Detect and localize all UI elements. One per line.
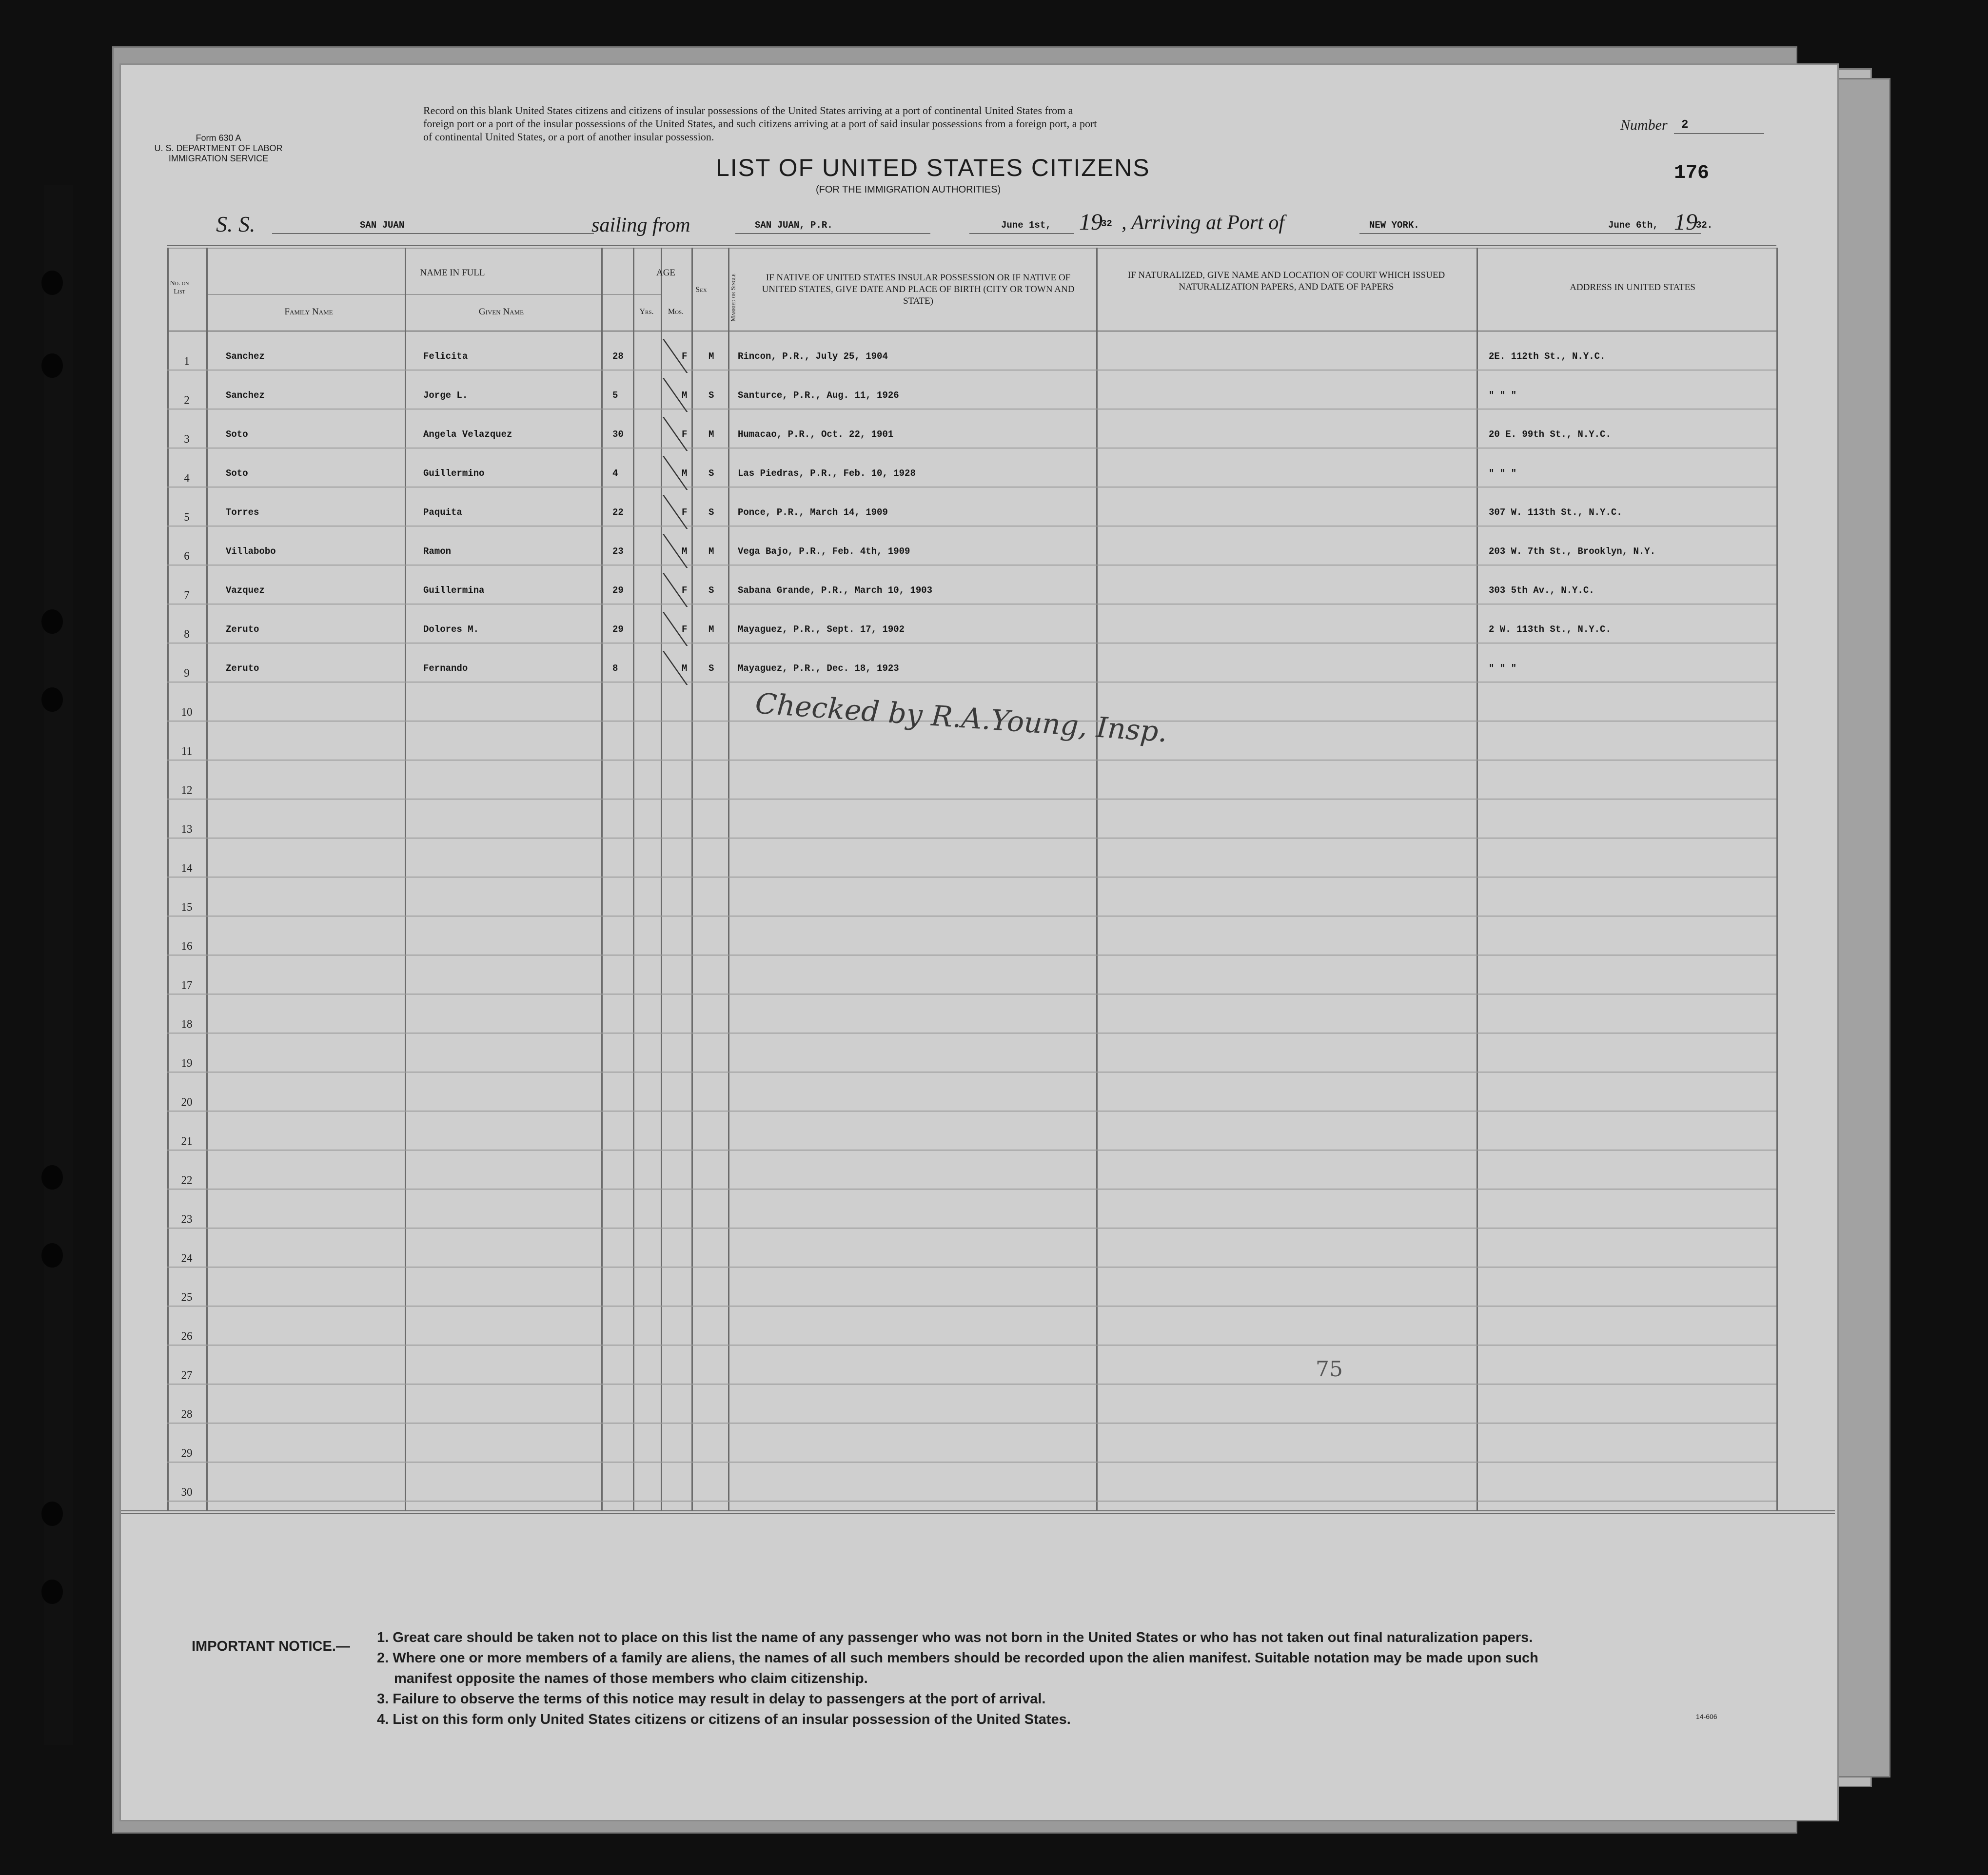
address-cell: 307 W. 113th St., N.Y.C. (1489, 507, 1622, 518)
header-bottom-rule (167, 331, 1776, 332)
ship-name: SAN JUAN (360, 220, 405, 231)
pencil-number: 75 (1316, 1357, 1343, 1382)
sex-cell: M (682, 468, 688, 479)
family-name-cell: Soto (226, 468, 248, 479)
table-top-border (167, 245, 1776, 246)
row-rule (167, 1501, 1776, 1502)
family-name-cell: Villabobo (226, 546, 276, 557)
row-rule (167, 448, 1776, 449)
column-divider (601, 248, 603, 1510)
row-number: 1 (184, 355, 190, 367)
arrival-port: NEW YORK. (1369, 220, 1419, 231)
age-years-cell: 5 (612, 390, 618, 401)
table-top-rule (167, 248, 1776, 249)
address-cell: " " " (1489, 390, 1517, 401)
page-title: LIST OF UNITED STATES CITIZENS (716, 154, 1150, 181)
birth-cell: Vega Bajo, P.R., Feb. 4th, 1909 (738, 546, 910, 557)
row-number: 21 (181, 1135, 193, 1147)
row-rule (167, 682, 1776, 683)
sex-cell: M (682, 546, 688, 557)
address-cell: 2E. 112th St., N.Y.C. (1489, 351, 1606, 362)
binder-hole (41, 1165, 63, 1190)
marital-status-cell: M (709, 429, 714, 440)
printer-code: 14-606 (1696, 1713, 1717, 1720)
given-name-cell: Dolores M. (423, 624, 479, 635)
record-note-line: of continental United States, or a port of another insular possession. (423, 131, 714, 143)
marital-status-cell: M (709, 351, 714, 362)
row-number: 22 (181, 1174, 193, 1186)
age-years-cell: 23 (612, 546, 624, 557)
col-married-single: Married or Single (729, 273, 737, 322)
given-name-cell: Guillermino (423, 468, 485, 479)
marital-status-cell: S (709, 507, 714, 518)
col-given-name: Given Name (478, 307, 524, 317)
row-rule (167, 1228, 1776, 1229)
family-name-cell: Sanchez (226, 351, 265, 362)
col-mos: Mos. (668, 308, 684, 316)
row-rule (167, 604, 1776, 605)
birth-cell: Ponce, P.R., March 14, 1909 (738, 507, 888, 518)
arrival-date: June 6th, (1608, 220, 1658, 231)
age-years-cell: 30 (612, 429, 624, 440)
birth-cell: Humacao, P.R., Oct. 22, 1901 (738, 429, 894, 440)
row-number: 26 (181, 1330, 193, 1342)
row-number: 20 (181, 1096, 193, 1108)
row-rule (167, 526, 1776, 527)
family-name-cell: Zeruto (226, 663, 259, 674)
row-rule (167, 1189, 1776, 1190)
notice-item-4: 4. List on this form only United States citizens or citizens of an insular possession of the United States. (377, 1712, 1071, 1727)
family-name-cell: Torres (226, 507, 259, 518)
row-number: 3 (184, 433, 190, 445)
row-number: 8 (184, 628, 190, 640)
birth-cell: Sabana Grande, P.R., March 10, 1903 (738, 585, 933, 596)
department: U. S. DEPARTMENT OF LABOR (154, 143, 283, 153)
col-address: ADDRESS IN UNITED STATES (1570, 282, 1695, 293)
row-number: 15 (181, 901, 193, 913)
notice-item-3: 3. Failure to observe the terms of this notice may result in delay to passengers at the port of arrival. (377, 1691, 1046, 1707)
row-rule (167, 877, 1776, 878)
binder-hole (41, 353, 63, 378)
notice-item-2: 2. Where one or more members of a family are aliens, the names of all such members should be recorded upon the alien manifest. Suitable notation may be made upon such (377, 1650, 1538, 1666)
birth-cell: Mayaguez, P.R., Dec. 18, 1923 (738, 663, 899, 674)
column-divider (1096, 248, 1098, 1510)
given-name-cell: Jorge L. (423, 390, 468, 401)
row-rule (167, 370, 1776, 371)
table-bottom-border-2 (121, 1513, 1835, 1514)
table-bottom-border (121, 1510, 1835, 1511)
row-number: 12 (181, 784, 193, 796)
address-cell: " " " (1489, 663, 1517, 674)
record-note-line: Record on this blank United States citizens and citizens of insular possessions of the United States arriving at a port of continental United States from a (423, 104, 1073, 117)
record-note-line: foreign port or a port of the insular possessions of the United States, and such citizens arriving at a port of said insular possessions from a foreign port, a port (423, 117, 1097, 130)
address-cell: 303 5th Av., N.Y.C. (1489, 585, 1594, 596)
marital-status-cell: S (709, 585, 714, 596)
col-name-in-full: NAME IN FULL (420, 268, 485, 278)
arriving-label: , Arriving at Port of (1122, 212, 1285, 234)
page-number: 176 (1674, 162, 1710, 184)
sailing-label: sailing from (591, 214, 690, 236)
row-rule (167, 487, 1776, 488)
col-sex: Sex (695, 286, 707, 294)
sex-cell: M (682, 663, 688, 674)
row-number: 19 (181, 1057, 193, 1069)
row-rule (167, 1033, 1776, 1034)
row-number: 7 (184, 589, 190, 601)
sex-cell: F (682, 624, 688, 635)
birth-cell: Rincon, P.R., July 25, 1904 (738, 351, 888, 362)
binder-hole (41, 1502, 63, 1526)
col-birth: IF NATIVE OF UNITED STATES INSULAR POSSESSION OR IF NATIVE OF UNITED STATES, GIVE DATE AND PLACE OF BIRTH (CITY OR TOWN AND STATE) (762, 273, 1075, 306)
row-rule (167, 1111, 1776, 1112)
row-number: 10 (181, 706, 193, 718)
checked-by-annotation: Checked by R.A.Young, Insp. (754, 686, 1169, 749)
notice-item-1: 1. Great care should be taken not to place on this list the name of any passenger who was not born in the United States or who has not taken out final naturalization papers. (377, 1630, 1533, 1645)
name-subheader-rule (206, 294, 601, 295)
age-years-cell: 8 (612, 663, 618, 674)
family-name-cell: Vazquez (226, 585, 265, 596)
sex-cell: F (682, 507, 688, 518)
marital-status-cell: S (709, 663, 714, 674)
row-rule (167, 1072, 1776, 1073)
column-divider (633, 248, 634, 1510)
row-rule (167, 409, 1776, 410)
binder-hole (41, 609, 63, 634)
sex-cell: F (682, 429, 688, 440)
binder-hole (41, 1243, 63, 1268)
column-divider (1476, 248, 1478, 1510)
row-number: 17 (181, 979, 193, 991)
birth-cell: Mayaguez, P.R., Sept. 17, 1902 (738, 624, 905, 635)
given-name-cell: Ramon (423, 546, 452, 557)
row-rule (167, 1150, 1776, 1151)
row-number: 6 (184, 550, 190, 562)
row-number: 28 (181, 1408, 193, 1420)
col-no-on-list: No. on List (170, 280, 189, 295)
marital-status-cell: M (709, 546, 714, 557)
given-name-cell: Guillermina (423, 585, 485, 596)
given-name-cell: Fernando (423, 663, 468, 674)
address-cell: 2 W. 113th St., N.Y.C. (1489, 624, 1611, 635)
row-number: 11 (181, 745, 193, 757)
age-years-cell: 29 (612, 585, 624, 596)
sex-cell: M (682, 390, 688, 401)
row-number: 29 (181, 1447, 193, 1459)
age-years-cell: 22 (612, 507, 624, 518)
sex-cell: F (682, 585, 688, 596)
row-number: 23 (181, 1213, 193, 1225)
marital-status-cell: S (709, 390, 714, 401)
number-value: 2 (1681, 118, 1689, 132)
row-number: 18 (181, 1018, 193, 1030)
row-number: 27 (181, 1369, 193, 1381)
address-cell: 20 E. 99th St., N.Y.C. (1489, 429, 1611, 440)
row-rule (167, 565, 1776, 566)
number-label: Number (1620, 117, 1668, 133)
column-divider (691, 248, 693, 1510)
address-cell: 203 W. 7th St., Brooklyn, N.Y. (1489, 546, 1656, 557)
depart-year-prefix: 19 (1079, 209, 1102, 235)
row-rule (167, 1345, 1776, 1346)
age-years-cell: 28 (612, 351, 624, 362)
row-rule (167, 643, 1776, 644)
sex-cell: F (682, 351, 688, 362)
depart-date: June 1st, (1001, 220, 1051, 231)
row-number: 14 (181, 862, 193, 874)
given-name-cell: Paquita (423, 507, 462, 518)
passenger-table (121, 65, 1837, 1820)
row-number: 4 (184, 472, 190, 484)
row-number: 24 (181, 1252, 193, 1264)
address-cell: " " " (1489, 468, 1517, 479)
notice-item-2-cont: manifest opposite the names of those members who claim citizenship. (394, 1671, 868, 1686)
marital-status-cell: M (709, 624, 714, 635)
ss-label: S. S. (216, 212, 256, 236)
row-rule (167, 838, 1776, 839)
col-naturalized: IF NATURALIZED, GIVE NAME AND LOCATION OF COURT WHICH ISSUED NATURALIZATION PAPERS, AND DATE OF PAPERS (1127, 270, 1445, 292)
binder-hole (41, 271, 63, 295)
age-years-cell: 29 (612, 624, 624, 635)
col-age: AGE (656, 268, 676, 278)
row-number: 16 (181, 940, 193, 952)
family-name-cell: Soto (226, 429, 248, 440)
form-number: Form 630 A (196, 133, 241, 143)
notice-heading: IMPORTANT NOTICE.— (192, 1639, 350, 1654)
row-number: 5 (184, 511, 190, 523)
row-rule (167, 1462, 1776, 1463)
row-number: 2 (184, 394, 190, 406)
row-number: 9 (184, 667, 190, 679)
row-rule (167, 1384, 1776, 1385)
birth-cell: Santurce, P.R., Aug. 11, 1926 (738, 390, 899, 401)
row-rule (167, 1267, 1776, 1268)
binder-hole (41, 687, 63, 712)
manifest-sheet (119, 63, 1839, 1821)
column-divider (728, 248, 729, 1510)
depart-year: 32 (1101, 218, 1112, 229)
row-rule (167, 760, 1776, 761)
row-rule (167, 955, 1776, 956)
page-subtitle: (FOR THE IMMIGRATION AUTHORITIES) (816, 184, 1001, 195)
marital-status-cell: S (709, 468, 714, 479)
column-divider (167, 248, 169, 1510)
row-rule (167, 916, 1776, 917)
row-rule (167, 1306, 1776, 1307)
row-number: 30 (181, 1486, 193, 1498)
arrival-year: 32. (1696, 220, 1713, 231)
from-port: SAN JUAN, P.R. (755, 220, 833, 231)
family-name-cell: Sanchez (226, 390, 265, 401)
birth-cell: Las Piedras, P.R., Feb. 10, 1928 (738, 468, 916, 479)
column-divider (1776, 248, 1778, 1510)
row-rule (167, 994, 1776, 995)
binder-hole (41, 1580, 63, 1604)
row-rule (167, 799, 1776, 800)
arrival-year-prefix: 19 (1674, 209, 1697, 235)
col-family-name: Family Name (284, 307, 333, 317)
column-divider (405, 248, 406, 1510)
row-number: 13 (181, 823, 193, 835)
given-name-cell: Angela Velazquez (423, 429, 512, 440)
service: IMMIGRATION SERVICE (168, 154, 269, 163)
row-rule (167, 1423, 1776, 1424)
age-subheader-rule (601, 294, 661, 295)
column-divider (206, 248, 208, 1510)
row-number: 25 (181, 1291, 193, 1303)
family-name-cell: Zeruto (226, 624, 259, 635)
given-name-cell: Felicita (423, 351, 468, 362)
age-years-cell: 4 (612, 468, 618, 479)
col-yrs: Yrs. (639, 308, 654, 316)
